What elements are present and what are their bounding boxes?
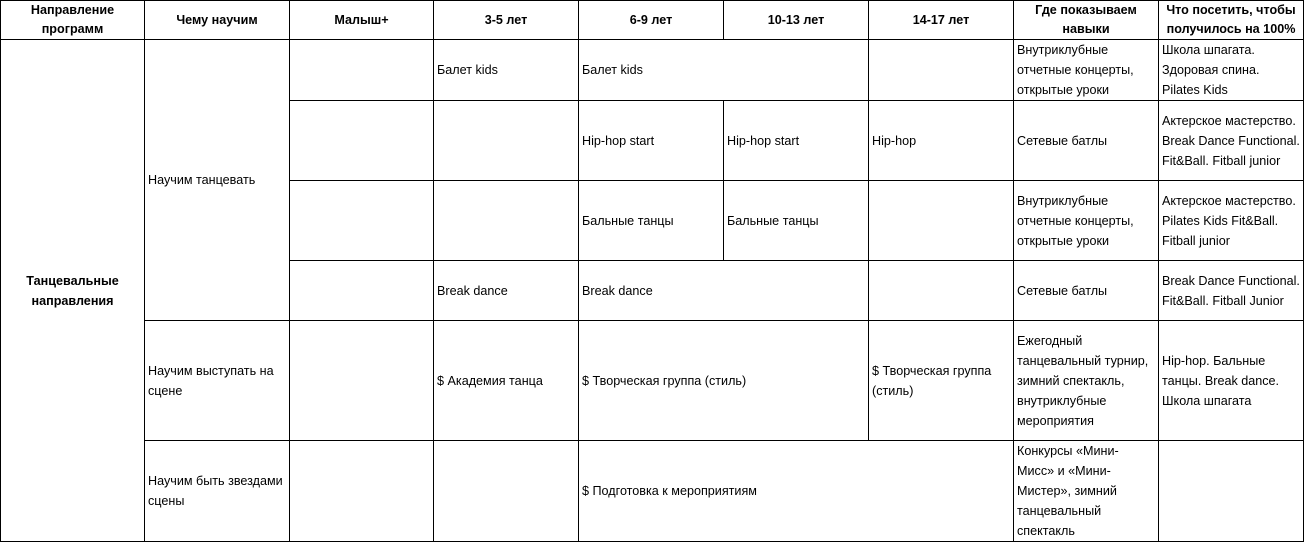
age-14-17-cell: Hip-hop [869,101,1014,181]
age-6-9-cell: Бальные танцы [579,181,724,261]
where-cell: Внутриклубные отчетные концерты, открытые уроки [1014,40,1159,101]
age-10-13-cell: Бальные танцы [724,181,869,261]
header-where: Где показываем навыки [1014,1,1159,40]
table-row [1,40,1304,101]
age-10-13-cell: Hip-hop start [724,101,869,181]
age-3-5-cell [434,101,579,181]
baby-cell [290,40,434,101]
visit-cell: Школа шпагата. Здоровая спина. Pilates Kids [1159,40,1304,101]
baby-cell [290,321,434,441]
visit-cell: Актерское мастерство. Break Dance Functional. Fit&Ball. Fitball junior [1159,101,1304,181]
where-cell: Конкурсы «Мини-Мисс» и «Мини-Мистер», зимний танцевальный спектакль [1014,441,1159,542]
age-6-17-cell: $ Подготовка к мероприятиям [579,441,1014,542]
skill-dance-cell: Научим танцевать [145,40,290,321]
age-14-17-cell [869,40,1014,101]
baby-cell [290,181,434,261]
header-row [1,1,1304,40]
visit-cell: Hip-hop. Бальные танцы. Break dance. Школа шпагата [1159,321,1304,441]
skill-perform-cell: Научим выступать на сцене [145,321,290,441]
table-row [1,321,1304,441]
where-cell: Сетевые батлы [1014,261,1159,321]
age-3-5-cell [434,181,579,261]
visit-cell: Break Dance Functional. Fit&Ball. Fitball Junior [1159,261,1304,321]
age-3-5-cell [434,441,579,542]
age-14-17-cell [869,181,1014,261]
header-age-3-5: 3-5 лет [434,1,579,40]
header-baby: Малыш+ [290,1,434,40]
header-direction: Направление программ [1,1,145,40]
header-age-10-13: 10-13 лет [724,1,869,40]
age-6-13-cell: Break dance [579,261,869,321]
header-visit: Что посетить, чтобы получилось на 100% [1159,1,1304,40]
skill-stars-cell: Научим быть звездами сцены [145,441,290,542]
baby-cell [290,441,434,542]
age-6-13-cell: $ Творческая группа (стиль) [579,321,869,441]
where-cell: Сетевые батлы [1014,101,1159,181]
age-3-5-cell: $ Академия танца [434,321,579,441]
table-row [1,441,1304,542]
header-age-6-9: 6-9 лет [579,1,724,40]
age-14-17-cell [869,261,1014,321]
age-3-5-cell: Балет kids [434,40,579,101]
where-cell: Ежегодный танцевальный турнир, зимний спектакль, внутриклубные мероприятия [1014,321,1159,441]
direction-cell: Танцевальные направления [1,40,145,542]
age-6-13-cell: Балет kids [579,40,869,101]
where-cell: Внутриклубные отчетные концерты, открытые уроки [1014,181,1159,261]
baby-cell [290,261,434,321]
age-14-17-cell: $ Творческая группа (стиль) [869,321,1014,441]
age-6-9-cell: Hip-hop start [579,101,724,181]
header-learn: Чему научим [145,1,290,40]
visit-cell [1159,441,1304,542]
header-age-14-17: 14-17 лет [869,1,1014,40]
age-3-5-cell: Break dance [434,261,579,321]
visit-cell: Актерское мастерство. Pilates Kids Fit&Ball. Fitball junior [1159,181,1304,261]
baby-cell [290,101,434,181]
